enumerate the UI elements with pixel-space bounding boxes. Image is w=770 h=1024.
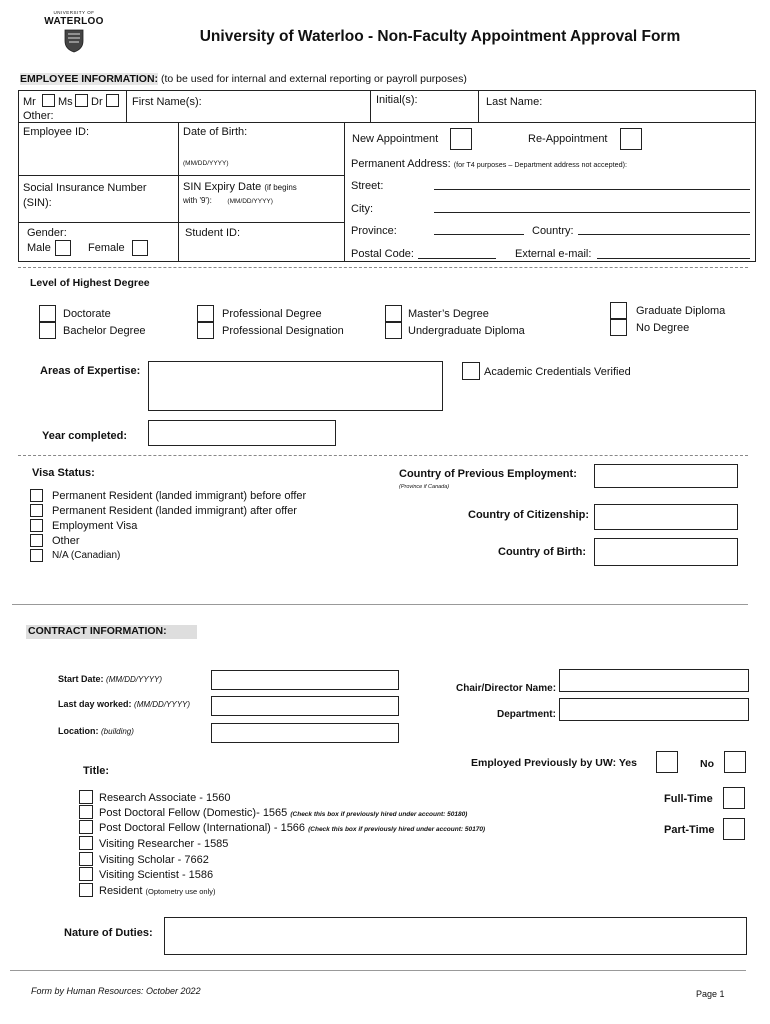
nature-of-duties-field[interactable] — [164, 917, 747, 955]
chair-label: Chair/Director Name: — [456, 683, 557, 694]
country-label: Country: — [532, 225, 574, 237]
employee-id-label: Employee ID: — [23, 126, 90, 138]
last-name-label: Last Name: — [486, 96, 543, 108]
employee-section-note: (to be used for internal and external reporting or payroll purposes) — [160, 73, 467, 85]
graduate-diploma-checkbox[interactable] — [610, 302, 627, 319]
permanent-address-text: Permanent Address: — [351, 158, 451, 170]
male-label: Male — [27, 242, 51, 254]
last-day-text: Last day worked: — [58, 699, 132, 709]
permanent-address-note: (for T4 purposes – Department address not accepted): — [453, 160, 627, 169]
full-time-label: Full-Time — [664, 793, 713, 805]
reappointment-label: Re-Appointment — [528, 133, 608, 145]
logo-main-text: WATERLOO — [44, 16, 104, 27]
sin-label — [23, 181, 147, 211]
footer-divider — [10, 970, 746, 971]
nature-of-duties-label: Nature of Duties: — [64, 927, 153, 939]
sin-expiry-note2: with '9'): — [183, 196, 212, 205]
country-field[interactable] — [578, 234, 750, 235]
new-appointment-label: New Appointment — [352, 133, 439, 145]
student-id-label: Student ID: — [185, 227, 241, 239]
location-label — [58, 726, 134, 736]
title-pdf-international-label — [99, 822, 485, 834]
visa-heading: Visa Status: — [32, 467, 95, 479]
doctorate-checkbox[interactable] — [39, 305, 56, 322]
title-pdf-international-checkbox[interactable] — [79, 820, 93, 834]
title-pdf-domestic-note: (Check this box if previously hired under account: 50180) — [290, 811, 468, 818]
graduate-diploma-label: Graduate Diploma — [636, 305, 726, 317]
areas-of-expertise-label: Areas of Expertise: — [40, 365, 141, 377]
title-pdf-international-text: Post Doctoral Fellow (International) - 1566 — [99, 822, 306, 834]
year-completed-field[interactable] — [148, 420, 336, 446]
mr-checkbox[interactable] — [42, 94, 55, 107]
bachelor-checkbox[interactable] — [39, 322, 56, 339]
title-research-associate-label: Research Associate - 1560 — [99, 792, 231, 804]
last-day-field[interactable] — [211, 696, 399, 716]
footer-page: Page 1 — [696, 989, 725, 999]
masters-checkbox[interactable] — [385, 305, 402, 322]
ms-label: Ms — [58, 96, 73, 108]
province-label: Province: — [351, 225, 397, 237]
bachelor-label: Bachelor Degree — [63, 325, 146, 337]
permanent-address-label — [351, 158, 627, 170]
title-research-associate-checkbox[interactable] — [79, 790, 93, 804]
visa-employment-checkbox[interactable] — [30, 519, 43, 532]
start-date-text: Start Date: — [58, 674, 104, 684]
mr-label: Mr — [23, 96, 36, 108]
title-visiting-researcher-checkbox[interactable] — [79, 836, 93, 850]
page-title: University of Waterloo - Non-Faculty Appointment Approval Form — [199, 28, 681, 45]
male-checkbox[interactable] — [55, 240, 71, 256]
visa-other-label: Other — [52, 535, 80, 547]
visa-pr-after-label: Permanent Resident (landed immigrant) after offer — [52, 505, 297, 517]
areas-of-expertise-field[interactable] — [148, 361, 443, 411]
logo-top-text: UNIVERSITY OF — [53, 10, 95, 15]
location-field[interactable] — [211, 723, 399, 743]
professional-designation-label: Professional Designation — [222, 325, 344, 337]
visa-pr-after-checkbox[interactable] — [30, 504, 43, 517]
title-resident-text: Resident — [99, 885, 143, 897]
credentials-verified-label: Academic Credentials Verified — [484, 366, 631, 378]
employed-yes-checkbox[interactable] — [656, 751, 678, 773]
visa-other-checkbox[interactable] — [30, 534, 43, 547]
visa-na-checkbox[interactable] — [30, 549, 43, 562]
sin-expiry-note1: (if begins — [264, 183, 297, 192]
sin-expiry-format: (MM/DD/YYYY) — [227, 198, 273, 205]
start-date-label — [58, 674, 162, 684]
professional-designation-checkbox[interactable] — [197, 322, 214, 339]
gender-label: Gender: — [27, 227, 67, 239]
full-time-checkbox[interactable] — [723, 787, 745, 809]
divider — [18, 455, 748, 456]
prev-employment-field[interactable] — [594, 464, 738, 488]
doctorate-label: Doctorate — [63, 308, 111, 320]
employee-section-header — [20, 73, 756, 87]
location-text: Location: — [58, 726, 99, 736]
external-email-field[interactable] — [597, 258, 750, 259]
start-date-field[interactable] — [211, 670, 399, 690]
sin-label-line1: Social Insurance Number — [23, 182, 147, 194]
citizenship-label: Country of Citizenship: — [468, 509, 589, 521]
title-visiting-scientist-checkbox[interactable] — [79, 867, 93, 881]
title-visiting-scientist-label: Visiting Scientist - 1586 — [99, 869, 214, 881]
title-pdf-domestic-label — [99, 807, 467, 819]
undergrad-diploma-checkbox[interactable] — [385, 322, 402, 339]
credentials-verified-checkbox[interactable] — [462, 362, 480, 380]
employed-previously-label: Employed Previously by UW: Yes — [471, 757, 637, 769]
prev-employment-note: (Province if Canada) — [399, 484, 450, 490]
city-field[interactable] — [434, 212, 750, 213]
department-field[interactable] — [559, 698, 749, 721]
chair-field[interactable] — [559, 669, 749, 692]
professional-degree-label: Professional Degree — [222, 308, 322, 320]
province-field[interactable] — [434, 234, 524, 235]
employed-no-checkbox[interactable] — [724, 751, 746, 773]
title-resident-note: (Optometry use only) — [145, 887, 216, 896]
street-field[interactable] — [434, 189, 750, 190]
contract-heading: CONTRACT INFORMATION: — [26, 625, 197, 639]
title-pdf-international-note: (Check this box if previously hired under account: 50170) — [308, 826, 486, 833]
birth-label: Country of Birth: — [498, 546, 586, 558]
title-visiting-researcher-label: Visiting Researcher - 1585 — [99, 838, 229, 850]
department-label: Department: — [497, 709, 556, 720]
location-note: (building) — [101, 727, 134, 736]
female-checkbox[interactable] — [132, 240, 148, 256]
visa-pr-before-checkbox[interactable] — [30, 489, 43, 502]
dob-label: Date of Birth: — [183, 126, 248, 138]
other-label: Other: — [23, 110, 54, 122]
crest-icon — [64, 29, 84, 53]
first-names-label: First Name(s): — [132, 96, 202, 108]
sin-expiry-text: SIN Expiry Date — [183, 181, 262, 193]
visa-na-label: N/A (Canadian) — [52, 550, 121, 561]
postal-code-field[interactable] — [418, 258, 496, 259]
employed-no-label: No — [700, 758, 714, 770]
footer-form-by: Form by Human Resources: October 2022 — [31, 986, 201, 996]
dr-checkbox[interactable] — [106, 94, 119, 107]
street-label: Street: — [351, 180, 384, 192]
degree-heading: Level of Highest Degree — [30, 277, 150, 289]
birth-field[interactable] — [594, 538, 738, 566]
year-completed-label: Year completed: — [42, 430, 127, 442]
undergrad-diploma-label: Undergraduate Diploma — [408, 325, 525, 337]
last-day-format: (MM/DD/YYYY) — [134, 700, 191, 709]
part-time-label: Part-Time — [664, 824, 715, 836]
title-resident-label — [99, 885, 216, 897]
professional-degree-checkbox[interactable] — [197, 305, 214, 322]
masters-label: Master’s Degree — [408, 308, 489, 320]
citizenship-field[interactable] — [594, 504, 738, 530]
prev-employment-label: Country of Previous Employment: — [399, 468, 577, 480]
part-time-checkbox[interactable] — [723, 818, 745, 840]
reappointment-checkbox[interactable] — [620, 128, 642, 150]
initials-label: Initial(s): — [376, 94, 418, 106]
no-degree-checkbox[interactable] — [610, 319, 627, 336]
title-pdf-domestic-text: Post Doctoral Fellow (Domestic)- 1565 — [99, 807, 288, 819]
last-day-label — [58, 699, 190, 709]
title-pdf-domestic-checkbox[interactable] — [79, 805, 93, 819]
employee-section-label: EMPLOYEE INFORMATION: — [20, 73, 159, 85]
title-visiting-scholar-checkbox[interactable] — [79, 852, 93, 866]
new-appointment-checkbox[interactable] — [450, 128, 472, 150]
start-date-format: (MM/DD/YYYY) — [106, 675, 163, 684]
female-label: Female — [88, 242, 125, 254]
city-label: City: — [351, 203, 373, 215]
title-label: Title: — [83, 765, 110, 777]
university-logo — [42, 10, 106, 56]
external-email-label: External e-mail: — [515, 248, 592, 260]
dr-label: Dr — [91, 96, 103, 108]
sin-expiry-label — [183, 181, 297, 208]
divider — [18, 267, 748, 268]
ms-checkbox[interactable] — [75, 94, 88, 107]
title-resident-checkbox[interactable] — [79, 883, 93, 897]
divider — [12, 604, 748, 605]
visa-employment-label: Employment Visa — [52, 520, 138, 532]
postal-code-label: Postal Code: — [351, 248, 414, 260]
no-degree-label: No Degree — [636, 322, 690, 334]
sin-label-line2: (SIN): — [23, 197, 52, 209]
dob-format: (MM/DD/YYYY) — [183, 160, 229, 167]
title-visiting-scholar-label: Visiting Scholar - 7662 — [99, 854, 209, 866]
visa-pr-before-label: Permanent Resident (landed immigrant) before offer — [52, 490, 307, 502]
